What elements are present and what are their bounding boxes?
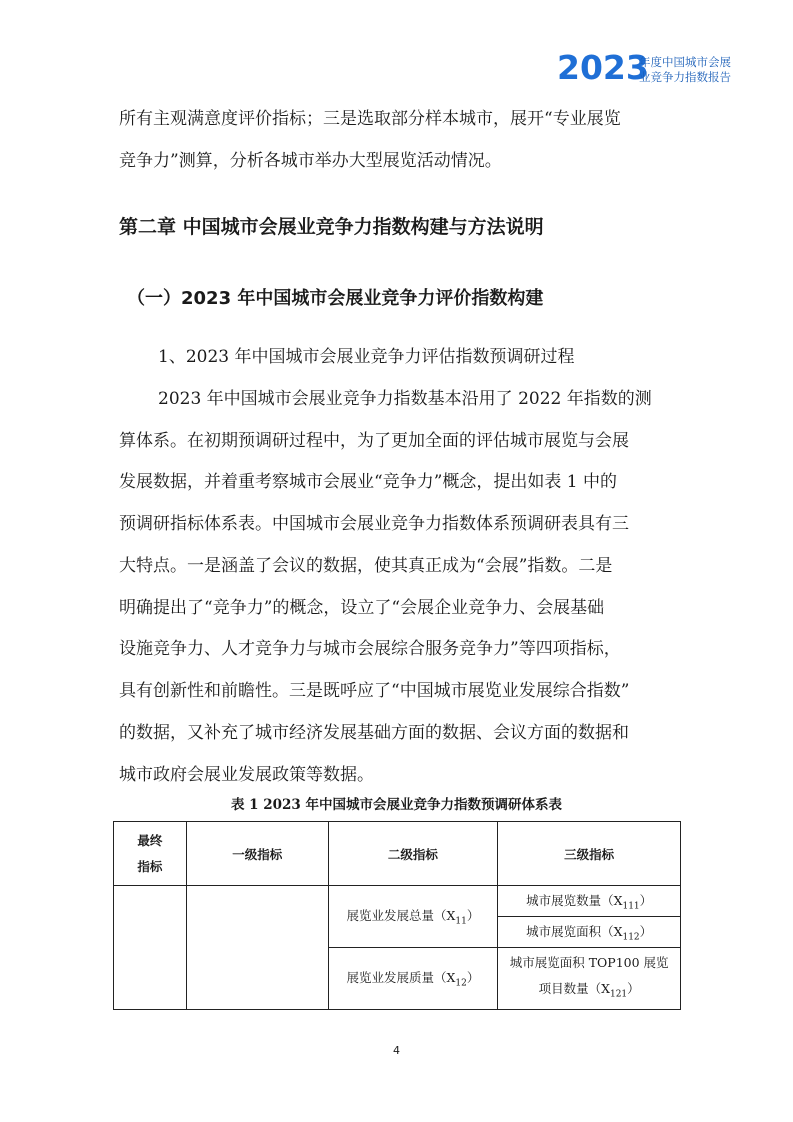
level1-cell <box>186 886 328 1010</box>
intro-line-1: 所有主观满意度评价指标；三是选取部分样本城市，展开“专业展览 <box>119 109 621 129</box>
header-final-line2: 指标 <box>137 858 163 874</box>
table-row <box>114 886 681 917</box>
level3-top100-line2: 项目数量（X <box>538 980 610 996</box>
level3-top100-sub: 121 <box>609 989 628 1000</box>
close-paren: ） <box>639 923 653 939</box>
paragraph-line-5: 大特点。一是涵盖了会议的数据，使其真正成为“会展”指数。二是 <box>119 556 613 576</box>
paragraph-line-6: 明确提出了“竞争力”的概念，设立了“会展企业竞争力、会展基础 <box>119 598 605 618</box>
paragraph-line-1: 2023 年中国城市会展业竞争力指数基本沿用了 2022 年指数的测 <box>158 389 652 409</box>
level2-total-sub: 11 <box>455 916 467 927</box>
paragraph-line-10: 城市政府会展业发展政策等数据。 <box>119 765 374 785</box>
header-final-indicator <box>114 822 187 886</box>
close-paren: ） <box>466 970 480 986</box>
level3-area-label: 城市展览面积（X <box>526 923 623 939</box>
indicator-table <box>113 821 681 1010</box>
paragraph-line-2: 算体系。在初期预调研过程中，为了更加全面的评估城市展览与会展 <box>119 431 629 451</box>
level2-quality-sub: 12 <box>455 978 467 989</box>
header-level2: 二级指标 <box>328 822 498 886</box>
close-paren: ） <box>466 908 480 924</box>
table-header-row <box>114 822 681 886</box>
intro-line-2: 竞争力”测算，分析各城市举办大型展览活动情况。 <box>119 151 502 171</box>
level2-cell-quality <box>328 948 498 1010</box>
level2-quality-label: 展览业发展质量（X <box>346 970 456 986</box>
paragraph-line-4: 预调研指标体系表。中国城市会展业竞争力指数体系预调研表具有三 <box>119 514 629 534</box>
level3-top100-line2-wrap <box>498 976 680 1008</box>
level3-cell-count <box>498 886 681 917</box>
level3-count-sub: 111 <box>622 901 640 912</box>
level2-total-label: 展览业发展总量（X <box>346 908 456 924</box>
level3-count-label: 城市展览数量（X <box>526 892 623 908</box>
final-indicator-cell <box>114 886 187 1010</box>
level3-area-sub: 112 <box>622 932 640 943</box>
level2-cell-total <box>328 886 498 948</box>
paragraph-line-8: 具有创新性和前瞻性。三是既呼应了“中国城市展览业发展综合指数” <box>119 681 630 701</box>
chapter-heading: 第二章 中国城市会展业竞争力指数构建与方法说明 <box>119 216 544 238</box>
header-final-line1: 最终 <box>137 832 163 848</box>
level3-top100-line1: 城市展览面积 TOP100 展览 <box>509 954 669 970</box>
header-level1: 一级指标 <box>186 822 328 886</box>
subsection-heading: 1、2023 年中国城市会展业竞争力评估指数预调研过程 <box>158 347 575 367</box>
report-title-line2: 业竞争力指数报告 <box>639 70 731 84</box>
close-paren: ） <box>627 980 640 996</box>
header-level3: 三级指标 <box>498 822 681 886</box>
report-title-line1: 年度中国城市会展 <box>639 55 731 69</box>
paragraph-line-7: 设施竞争力、人才竞争力与城市会展综合服务竞争力”等四项指标， <box>119 639 621 659</box>
paragraph-line-3: 发展数据，并着重考察城市会展业“竞争力”概念，提出如表 1 中的 <box>119 472 618 492</box>
paragraph-line-9: 的数据，又补充了城市经济发展基础方面的数据、会议方面的数据和 <box>119 723 629 743</box>
table-caption: 表 1 2023 年中国城市会展业竞争力指数预调研体系表 <box>230 797 563 813</box>
page-number: 4 <box>393 1044 400 1057</box>
close-paren: ） <box>639 892 653 908</box>
level3-cell-top100 <box>498 948 681 1010</box>
level3-cell-area <box>498 917 681 948</box>
report-year: 2023 <box>557 48 649 87</box>
section-heading: （一）2023 年中国城市会展业竞争力评价指数构建 <box>127 288 544 309</box>
